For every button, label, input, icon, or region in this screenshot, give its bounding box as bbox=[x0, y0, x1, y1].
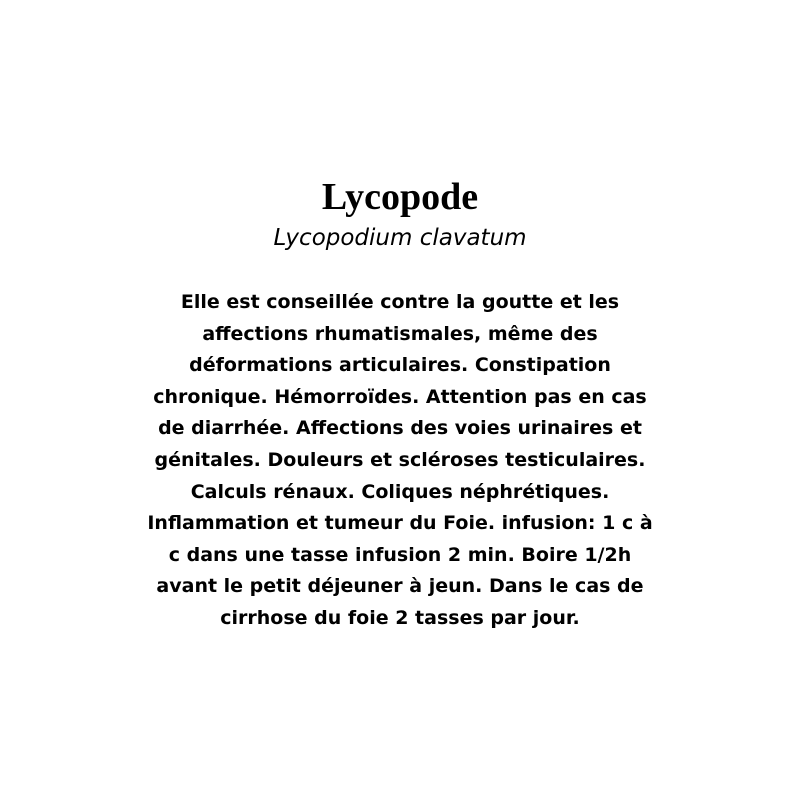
description-text bbox=[0, 287, 800, 635]
description-line: Inflammation et tumeur du Foie. infusion: 1 c à bbox=[147, 512, 653, 535]
description-line: chronique. Hémorroïdes. Attention pas en cas bbox=[153, 385, 647, 408]
description-line: de diarrhée. Affections des voies urinaires et bbox=[158, 417, 642, 440]
description-line: affections rhumatismales, même des bbox=[202, 322, 598, 345]
description-line: génitales. Douleurs et scléroses testiculaires. bbox=[154, 448, 646, 471]
description-line: Calculs rénaux. Coliques néphrétiques. bbox=[190, 480, 610, 503]
latin-name: Lycopodium clavatum bbox=[273, 225, 527, 251]
description-line: Elle est conseillée contre la goutte et les bbox=[180, 291, 620, 313]
description-line: avant le petit déjeuner à jeun. Dans le cas de bbox=[156, 575, 644, 598]
plant-title: Lycopode bbox=[321, 176, 479, 218]
description-line: cirrhose du foie 2 tasses par jour. bbox=[220, 606, 580, 629]
description-line: déformations articulaires. Constipation bbox=[189, 354, 611, 377]
description-line: c dans une tasse infusion 2 min. Boire 1/2h bbox=[168, 543, 632, 566]
